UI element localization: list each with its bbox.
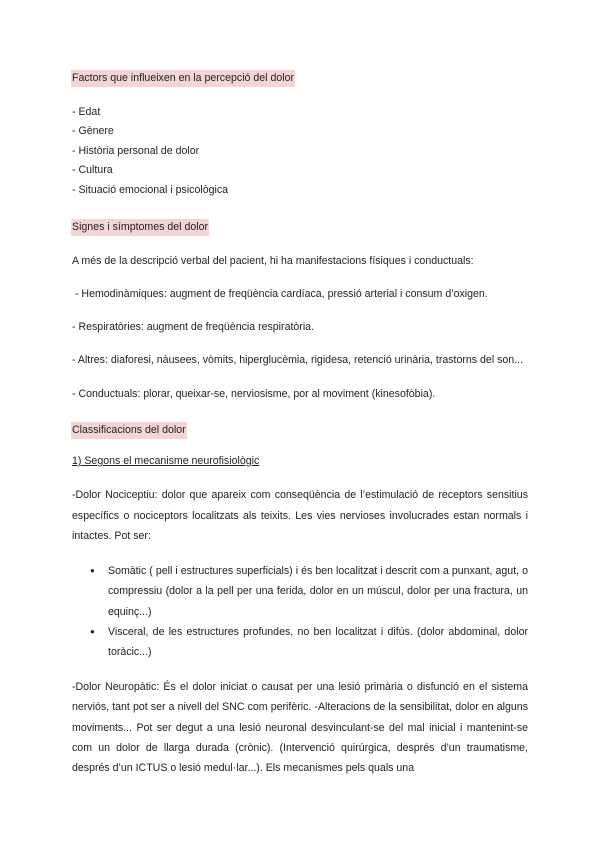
- list-item: - Gènere: [72, 125, 114, 138]
- list-item: - Història personal de dolor: [72, 144, 200, 157]
- section-heading-signes: Signes i símptomes del dolor: [71, 219, 209, 236]
- list-item: - Cultura: [72, 164, 113, 177]
- list-item: - Situació emocional i psicològica: [72, 183, 229, 196]
- document-body: [72, 70, 528, 779]
- section-heading-factors: Factors que influeixen en la percepció del dolor: [71, 70, 295, 87]
- paragraph-nociceptiu: -Dolor Nociceptiu: dolor que apareix com conseqüència de l’estimulació de receptors sensitius específics o nociceptors localitzats als teixits. Les vies nervioses involucrades estan normals i intactes. Pot ser:: [72, 489, 528, 543]
- signes-respiratories: - Respiratòries: augment de freqüència respiratòria.: [72, 320, 315, 333]
- signes-altres: - Altres: diaforesi, nàusees, vòmits, hiperglucèmia, rigidesa, retenció urinària, trastorns del son...: [72, 354, 524, 367]
- subsection-title: 1) Segons el mecanisme neurofisiològic: [72, 455, 260, 468]
- section-heading-classificacions: Classificacions del dolor: [71, 422, 187, 439]
- list-item: - Edat: [72, 106, 101, 118]
- nociceptiu-types-list: [72, 561, 528, 663]
- signes-conductuals: - Conductuals: plorar, queixar-se, nerviosisme, por al moviment (kinesofòbia).: [72, 387, 436, 400]
- factors-list: [72, 103, 528, 200]
- signes-hemodinamiques: - Hemodinàmiques: augment de freqüència cardíaca, pressió arterial i consum d’oxigen.: [72, 288, 488, 301]
- bullet-item-somatic: ● Somàtic ( pell i estructures superficials) i és ben localitzat i descrit com a punxant, agut, o compressiu (dolor a la pell per una ferida, dolor en un múscul, dolor per una fractura, un equinç...): [108, 561, 528, 622]
- bullet-item-visceral: ● Visceral, de les estructures profundes, no ben localitzat i difús. (dolor abdominal, dolor toràcic...): [108, 622, 528, 663]
- paragraph-neuropatic: -Dolor Neuropàtic: És el dolor iniciat o causat per una lesió primària o disfunció en el sistema nerviós, tant pot ser a nivell del SNC com perifèric. -Alteracions de la sensibilitat, dolor en alguns moviments... Pot ser degut a una lesió neuronal desvinculant-se del mal inicial i mantenint-se com un dolor de llarga durada (crònic). (Intervenció quirúrgica, després d’un traumatisme, després d’un ICTUS o lesió medul·lar...). Els mecanismes pels quals una: [72, 680, 528, 775]
- signes-intro: A més de la descripció verbal del pacient, hi ha manifestacions físiques i conductuals:: [72, 255, 474, 268]
